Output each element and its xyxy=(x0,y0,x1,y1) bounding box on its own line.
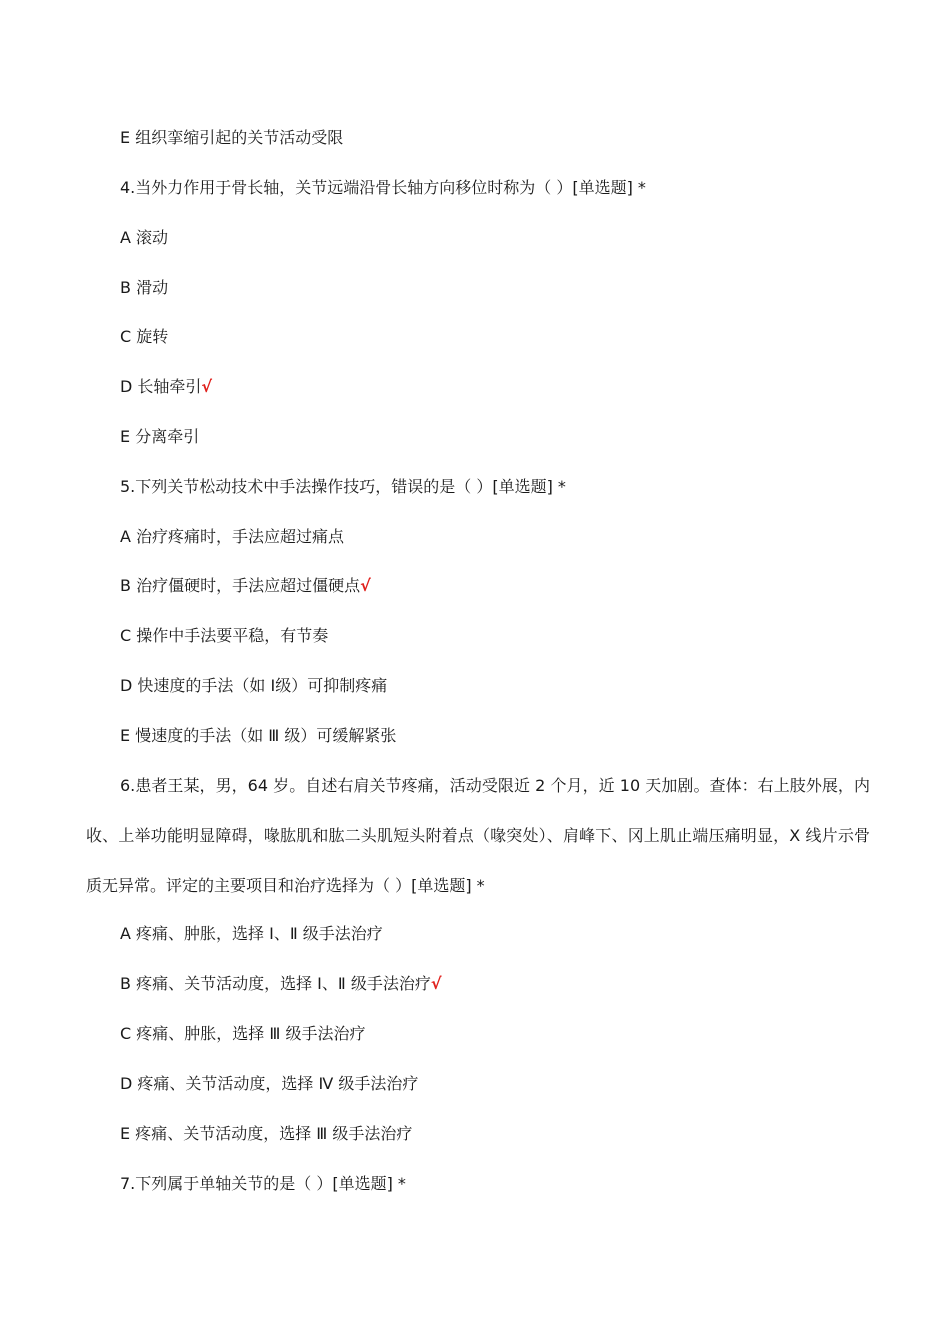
option-text: E 分离牵引 xyxy=(120,427,200,446)
option-text: E 组织挛缩引起的关节活动受限 xyxy=(120,128,344,147)
option-text: E 慢速度的手法（如 Ⅲ 级）可缓解紧张 xyxy=(120,726,397,745)
option-text: C 操作中手法要平稳，有节奏 xyxy=(120,626,329,645)
option-text: C 旋转 xyxy=(120,327,169,346)
option-text: C 疼痛、肿胀，选择 Ⅲ 级手法治疗 xyxy=(120,1024,366,1043)
option-text: D 快速度的手法（如 Ⅰ级）可抑制疼痛 xyxy=(120,676,388,695)
option-text: A 治疗疼痛时，手法应超过痛点 xyxy=(120,527,345,546)
check-mark: √ xyxy=(201,377,213,396)
option-text: A 疼痛、肿胀，选择 Ⅰ、Ⅱ 级手法治疗 xyxy=(120,924,383,943)
option-text: E 疼痛、关节活动度，选择 Ⅲ 级手法治疗 xyxy=(120,1124,413,1143)
question-text: 4.当外力作用于骨长轴，关节远端沿骨长轴方向移位时称为（ ）[单选题] * xyxy=(120,178,646,197)
option-text: D 疼痛、关节活动度，选择 Ⅳ 级手法治疗 xyxy=(120,1074,419,1093)
check-mark: √ xyxy=(430,974,442,993)
question-6-text: 6.患者王某，男，64 岁。自述右肩关节疼痛，活动受限近 2 个月，近 10 天加剧。查体：右上肢外展，内收、上举功能明显障碍，喙肱肌和肱二头肌短头附着点（喙突处）、肩峰下、冈上肌止端压痛明显，X 线片示骨质无异常。评定的主要项目和治疗选择为（ ）[单选题] * xyxy=(86,776,870,895)
option-text: A 滚动 xyxy=(120,228,169,247)
option-text: B 滑动 xyxy=(120,278,169,297)
check-mark: √ xyxy=(360,576,371,595)
option-text: B 疼痛、关节活动度，选择 Ⅰ、Ⅱ 级手法治疗√ xyxy=(120,974,442,993)
question-text: 5.下列关节松动技术中手法操作技巧，错误的是（ ）[单选题] * xyxy=(120,477,566,496)
option-text: D 长轴牵引√ xyxy=(120,377,213,396)
option-text: B 治疗僵硬时，手法应超过僵硬点√ xyxy=(120,576,371,595)
question-text: 7.下列属于单轴关节的是（ ）[单选题] * xyxy=(120,1174,406,1193)
